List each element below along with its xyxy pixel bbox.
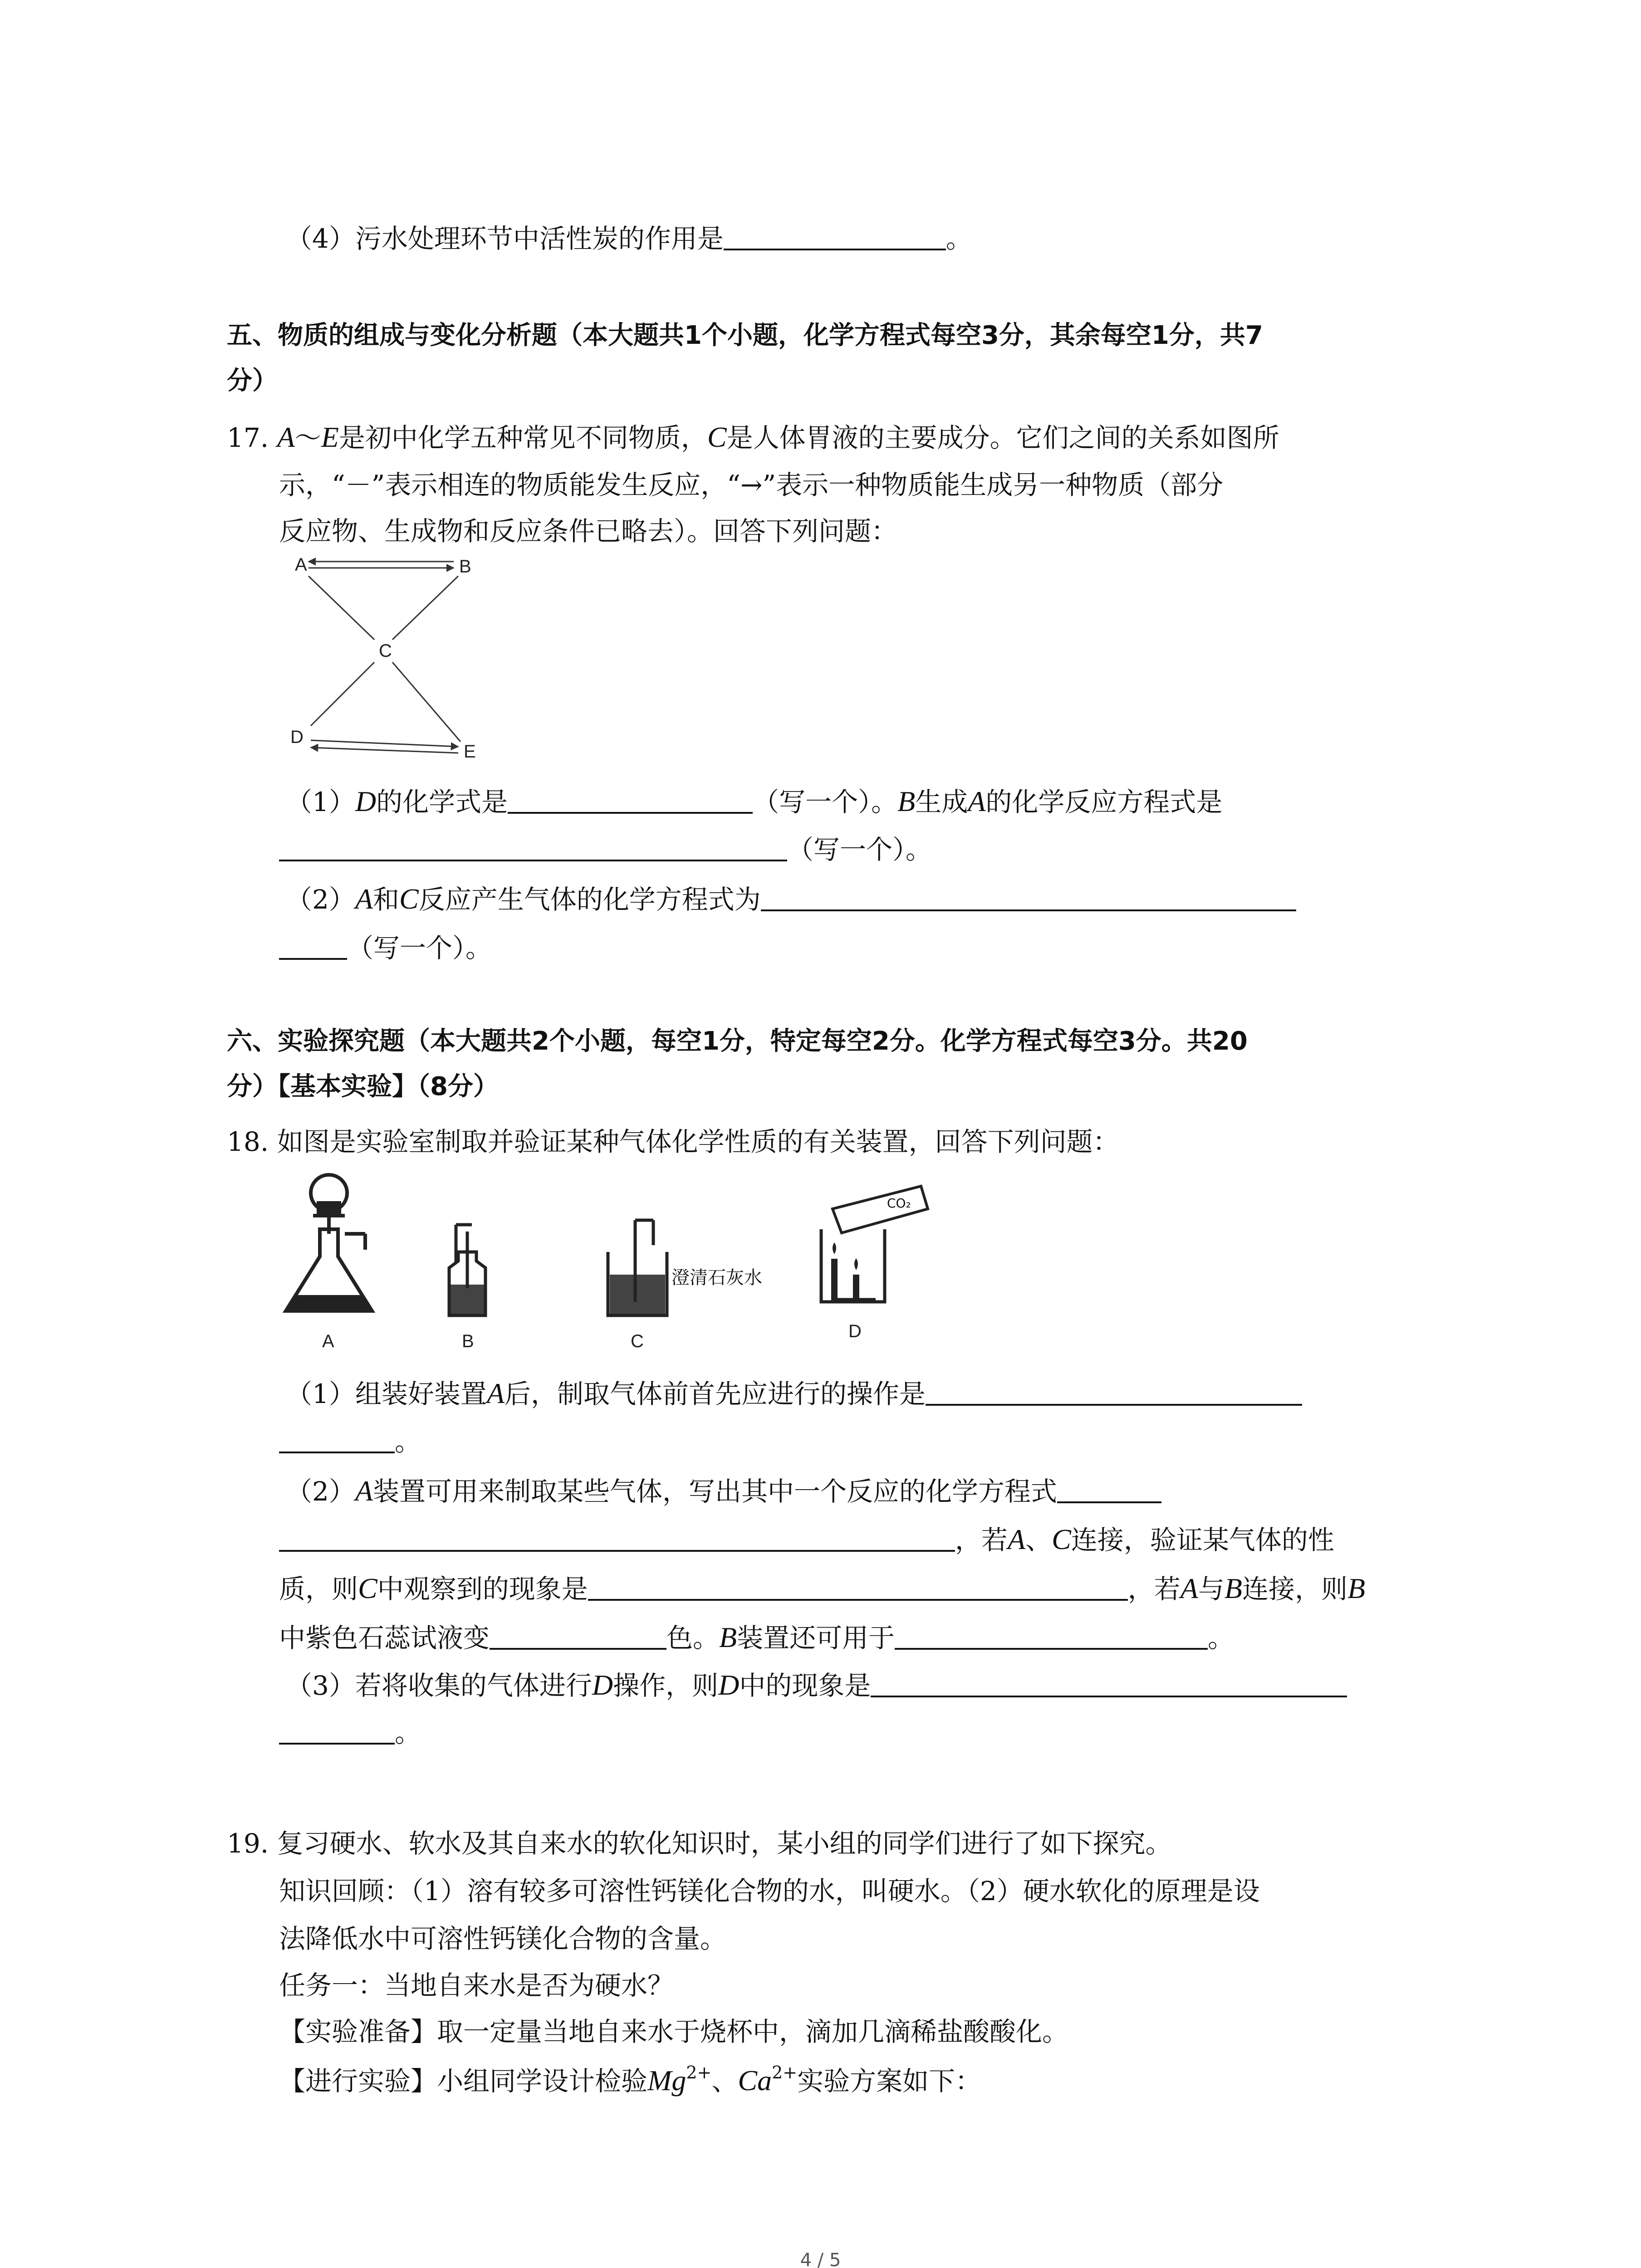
answer-blank[interactable] [926,1380,1302,1406]
link-b-c [392,576,458,640]
q18-sub2-line2: ，若A、C连接，验证某气体的性 [279,1525,1334,1554]
q18-sub2-line1: （2）A装置可用来制取某些气体，写出其中一个反应的化学方程式 [286,1476,1161,1505]
node-e: E [464,742,476,762]
answer-blank[interactable] [761,886,1296,911]
q17-sub1-line2: （写一个）。 [279,836,932,863]
q18-apparatus-figure [277,1166,1048,1356]
section5-heading-line1: 五、物质的组成与变化分析题（本大题共1个小题，化学方程式每空3分，其余每空1分，共7 [227,321,1263,350]
label-d: D [848,1321,862,1341]
node-d: D [290,727,304,747]
q18-sub2-line4: 中紫色石蕊试液变 色。B装置还可用于 。 [279,1621,1234,1653]
apparatus-c [608,1220,762,1351]
limewater-caption: 澄清石灰水 [671,1267,762,1288]
q16-4-line: （4）污水处理环节中活性炭的作用是 。 [286,223,972,254]
label-b: B [462,1331,474,1351]
q18-sub1-line2: 。 [279,1428,421,1455]
q18-sub1-line1: （1）组装好装置A后，制取气体前首先应进行的操作是 [286,1379,1302,1408]
q19-task1: 任务一：当地自来水是否为硬水？ [279,1970,674,2001]
q17-stem-line2: 示，“－”表示相连的物质能发生反应，“→”表示一种物质能生成另一种物质（部分 [279,469,1224,500]
q19-review-line1: 知识回顾：（1）溶有较多可溶性钙镁化合物的水，叫硬水。（2）硬水软化的原理是设 [279,1876,1260,1906]
q17-sub2-line1: （2）A和C反应产生气体的化学方程式为 [286,885,1296,914]
link-c-e [392,662,460,742]
answer-blank[interactable] [279,836,787,861]
q17-stem-line1: 17. A～E是初中化学五种常见不同物质，C是人体胃液的主要成分。它们之间的关系如图所 [227,421,1279,453]
node-c: C [379,641,392,661]
q19-review-line2: 法降低水中可溶性钙镁化合物的含量。 [279,1923,727,1954]
q17-sub1-line1: （1）D的化学式是 （写一个）。B生成A的化学反应方程式是 [286,785,1223,817]
answer-blank[interactable] [724,225,946,250]
answer-blank[interactable] [279,1526,955,1552]
label-c: C [631,1331,644,1351]
arrow-d-to-e [311,740,458,747]
q17-relationship-diagram [290,549,490,762]
answer-blank[interactable] [895,1624,1208,1650]
answer-blank[interactable] [508,788,753,814]
node-a: A [295,555,307,575]
co2-bottle-label: CO₂ [887,1196,911,1211]
link-a-c [309,576,374,640]
q19-stem: 19. 复习硬水、软水及其自来水的软化知识时，某小组的同学们进行了如下探究。 [227,1828,1172,1859]
page-number: 4 / 5 [800,2250,841,2268]
section5-heading-line2: 分） [227,366,278,396]
answer-blank[interactable] [279,1428,395,1453]
q18-stem: 18. 如图是实验室制取并验证某种气体化学性质的有关装置，回答下列问题： [227,1126,1119,1157]
answer-blank[interactable] [871,1672,1347,1697]
answer-blank[interactable] [490,1624,666,1650]
q18-sub2-line3: 质，则C中观察到的现象是 ，若A与B连接，则B [279,1572,1366,1604]
node-b: B [459,557,471,577]
label-a: A [322,1331,334,1351]
link-c-d [311,662,374,726]
q17-stem-line3: 反应物、生成物和反应条件已略去）。回答下列问题： [279,516,898,547]
answer-blank[interactable] [279,1719,395,1745]
q19-prep: 【实验准备】取一定量当地自来水于烧杯中，滴加几滴稀盐酸酸化。 [279,2016,1069,2047]
q19-experiment: 【进行实验】小组同学设计检验$Mg^{2+}$、$Ca^{2+}$实验方案如下： [279,2063,982,2097]
q18-sub3-line1: （3）若将收集的气体进行D操作，则D中的现象是 [286,1671,1347,1700]
section6-heading-line2: 分）【基本实验】（8分） [227,1072,499,1101]
answer-blank[interactable] [1057,1478,1161,1503]
q18-sub3-line2: 。 [279,1719,421,1746]
q17-sub2-line2: （写一个）。 [279,934,492,961]
apparatus-d [821,1186,928,1341]
arrow-e-to-d [311,748,458,753]
answer-blank[interactable] [588,1575,1128,1601]
section6-heading-line1: 六、实验探究题（本大题共2个小题，每空1分，特定每空2分。化学方程式每空3分。共20 [227,1026,1248,1056]
apparatus-a [286,1175,372,1351]
apparatus-b [449,1225,485,1351]
answer-blank[interactable] [279,934,347,960]
